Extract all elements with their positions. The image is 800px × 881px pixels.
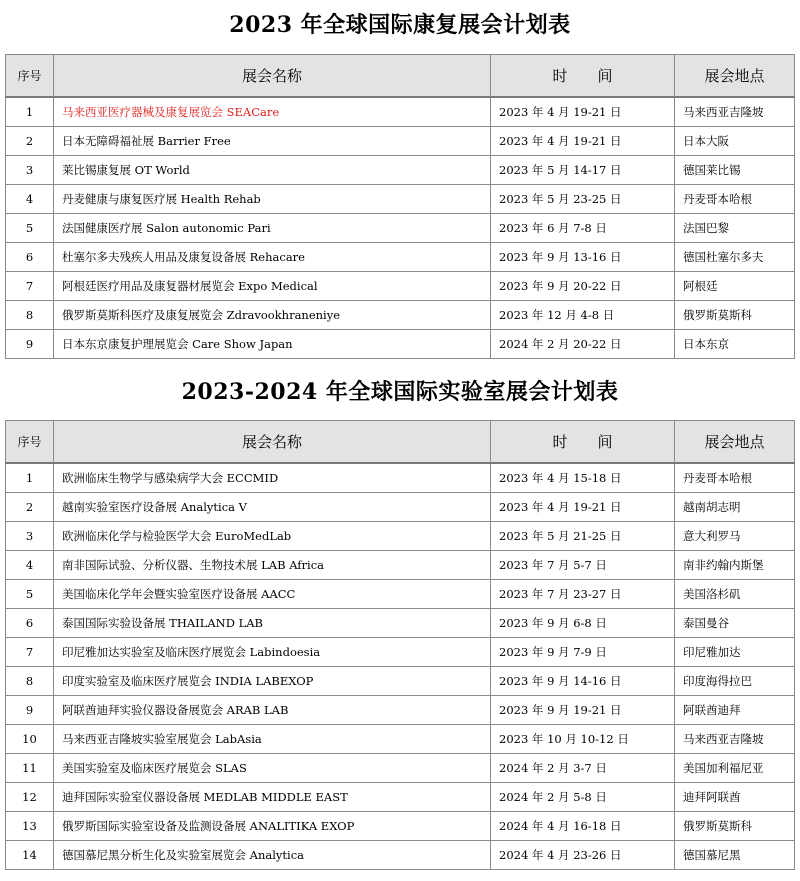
exhibition-name-cell: 南非国际试验、分析仪器、生物技术展 LAB Africa (54, 551, 491, 580)
location-cell: 迪拜阿联酋 (675, 783, 795, 812)
table-row (6, 580, 795, 609)
row-number-cell: 2 (6, 493, 54, 522)
location-cell: 美国洛杉矶 (675, 580, 795, 609)
lab-exhibition-table (5, 420, 795, 870)
location-cell: 印尼雅加达 (675, 638, 795, 667)
exhibition-name-cell: 俄罗斯国际实验室设备及监测设备展 ANALITIKA EXOP (54, 812, 491, 841)
exhibition-name-cell: 德国慕尼黑分析生化及实验室展览会 Analytica (54, 841, 491, 870)
table-row (6, 243, 795, 272)
table-row (6, 185, 795, 214)
table-row (6, 97, 795, 127)
table-row (6, 127, 795, 156)
row-number-cell: 2 (6, 127, 54, 156)
table-row (6, 638, 795, 667)
date-cell: 2023 年 9 月 7-9 日 (491, 638, 675, 667)
exhibition-name-cell: 日本东京康复护理展览会 Care Show Japan (54, 330, 491, 359)
date-cell: 2023 年 5 月 14-17 日 (491, 156, 675, 185)
column-header-name: 展会名称 (54, 55, 491, 98)
exhibition-name-cell: 越南实验室医疗设备展 Analytica V (54, 493, 491, 522)
row-number-cell: 1 (6, 463, 54, 493)
date-cell: 2023 年 5 月 23-25 日 (491, 185, 675, 214)
row-number-cell: 1 (6, 97, 54, 127)
row-number-cell: 3 (6, 522, 54, 551)
date-cell: 2023 年 9 月 6-8 日 (491, 609, 675, 638)
column-header-time: 时 间 (491, 55, 675, 98)
exhibition-name-cell: 莱比锡康复展 OT World (54, 156, 491, 185)
row-number-cell: 7 (6, 638, 54, 667)
table-row (6, 463, 795, 493)
exhibition-name-cell: 杜塞尔多夫残疾人用品及康复设备展 Rehacare (54, 243, 491, 272)
table-row (6, 272, 795, 301)
row-number-cell: 8 (6, 667, 54, 696)
exhibition-name-cell: 欧洲临床生物学与感染病学大会 ECCMID (54, 463, 491, 493)
row-number-cell: 4 (6, 185, 54, 214)
date-cell: 2023 年 9 月 14-16 日 (491, 667, 675, 696)
exhibition-name-cell: 欧洲临床化学与检验医学大会 EuroMedLab (54, 522, 491, 551)
rehab-table-title: 2023 年全球国际康复展会计划表 (229, 12, 571, 38)
date-cell: 2023 年 4 月 19-21 日 (491, 127, 675, 156)
date-cell: 2023 年 9 月 20-22 日 (491, 272, 675, 301)
table-row (6, 725, 795, 754)
row-number-cell: 6 (6, 609, 54, 638)
location-cell: 阿联酋迪拜 (675, 696, 795, 725)
date-cell: 2023 年 12 月 4-8 日 (491, 301, 675, 330)
date-cell: 2023 年 9 月 13-16 日 (491, 243, 675, 272)
row-number-cell: 4 (6, 551, 54, 580)
exhibition-name-cell: 美国临床化学年会暨实验室医疗设备展 AACC (54, 580, 491, 609)
date-cell: 2024 年 4 月 23-26 日 (491, 841, 675, 870)
location-cell: 马来西亚吉隆坡 (675, 97, 795, 127)
table-row (6, 551, 795, 580)
location-cell: 丹麦哥本哈根 (675, 463, 795, 493)
location-cell: 美国加利福尼亚 (675, 754, 795, 783)
exhibition-name-cell: 阿根廷医疗用品及康复器材展览会 Expo Medical (54, 272, 491, 301)
exhibition-name-cell: 法国健康医疗展 Salon autonomic Pari (54, 214, 491, 243)
exhibition-name-cell: 日本无障碍福祉展 Barrier Free (54, 127, 491, 156)
date-cell: 2023 年 4 月 19-21 日 (491, 493, 675, 522)
row-number-cell: 6 (6, 243, 54, 272)
exhibition-name-cell: 马来西亚吉隆坡实验室展览会 LabAsia (54, 725, 491, 754)
table-header-row (6, 55, 795, 98)
location-cell: 阿根廷 (675, 272, 795, 301)
table-row (6, 812, 795, 841)
row-number-cell: 9 (6, 696, 54, 725)
location-cell: 丹麦哥本哈根 (675, 185, 795, 214)
date-cell: 2024 年 2 月 5-8 日 (491, 783, 675, 812)
row-number-cell: 3 (6, 156, 54, 185)
table-row (6, 156, 795, 185)
exhibition-name-cell: 阿联酋迪拜实验仪器设备展览会 ARAB LAB (54, 696, 491, 725)
location-cell: 德国慕尼黑 (675, 841, 795, 870)
table-header-row (6, 421, 795, 464)
date-cell: 2024 年 4 月 16-18 日 (491, 812, 675, 841)
column-header-no: 序号 (6, 55, 54, 98)
table-row (6, 783, 795, 812)
row-number-cell: 12 (6, 783, 54, 812)
location-cell: 日本东京 (675, 330, 795, 359)
row-number-cell: 9 (6, 330, 54, 359)
table-row (6, 522, 795, 551)
date-cell: 2023 年 5 月 21-25 日 (491, 522, 675, 551)
row-number-cell: 11 (6, 754, 54, 783)
location-cell: 马来西亚吉隆坡 (675, 725, 795, 754)
location-cell: 俄罗斯莫斯科 (675, 812, 795, 841)
table-row (6, 841, 795, 870)
exhibition-name-cell: 泰国国际实验设备展 THAILAND LAB (54, 609, 491, 638)
row-number-cell: 5 (6, 214, 54, 243)
lab-table-title: 2023-2024 年全球国际实验室展会计划表 (181, 379, 619, 405)
exhibition-name-cell: 丹麦健康与康复医疗展 Health Rehab (54, 185, 491, 214)
row-number-cell: 10 (6, 725, 54, 754)
location-cell: 俄罗斯莫斯科 (675, 301, 795, 330)
exhibition-name-cell: 印度实验室及临床医疗展览会 INDIA LABEXOP (54, 667, 491, 696)
rehab-exhibition-table (5, 54, 795, 359)
location-cell: 泰国曼谷 (675, 609, 795, 638)
exhibition-name-cell: 俄罗斯莫斯科医疗及康复展览会 Zdravookhraneniye (54, 301, 491, 330)
table-row (6, 609, 795, 638)
exhibition-name-cell: 马来西亚医疗器械及康复展览会 SEACare (54, 97, 491, 127)
date-cell: 2023 年 4 月 15-18 日 (491, 463, 675, 493)
date-cell: 2024 年 2 月 20-22 日 (491, 330, 675, 359)
column-header-time: 时 间 (491, 421, 675, 464)
column-header-location: 展会地点 (675, 421, 795, 464)
row-number-cell: 14 (6, 841, 54, 870)
table-row (6, 214, 795, 243)
column-header-location: 展会地点 (675, 55, 795, 98)
date-cell: 2023 年 9 月 19-21 日 (491, 696, 675, 725)
row-number-cell: 8 (6, 301, 54, 330)
row-number-cell: 5 (6, 580, 54, 609)
location-cell: 南非约翰内斯堡 (675, 551, 795, 580)
location-cell: 法国巴黎 (675, 214, 795, 243)
date-cell: 2023 年 7 月 23-27 日 (491, 580, 675, 609)
table-row (6, 493, 795, 522)
table-row (6, 754, 795, 783)
location-cell: 越南胡志明 (675, 493, 795, 522)
date-cell: 2023 年 4 月 19-21 日 (491, 97, 675, 127)
date-cell: 2023 年 7 月 5-7 日 (491, 551, 675, 580)
location-cell: 印度海得拉巴 (675, 667, 795, 696)
row-number-cell: 13 (6, 812, 54, 841)
date-cell: 2023 年 10 月 10-12 日 (491, 725, 675, 754)
table-row (6, 301, 795, 330)
table-row (6, 330, 795, 359)
table-row (6, 696, 795, 725)
row-number-cell: 7 (6, 272, 54, 301)
location-cell: 德国杜塞尔多夫 (675, 243, 795, 272)
column-header-no: 序号 (6, 421, 54, 464)
location-cell: 意大利罗马 (675, 522, 795, 551)
column-header-name: 展会名称 (54, 421, 491, 464)
exhibition-name-cell: 迪拜国际实验室仪器设备展 MEDLAB MIDDLE EAST (54, 783, 491, 812)
exhibition-name-cell: 印尼雅加达实验室及临床医疗展览会 Labindoesia (54, 638, 491, 667)
location-cell: 德国莱比锡 (675, 156, 795, 185)
location-cell: 日本大阪 (675, 127, 795, 156)
table-row (6, 667, 795, 696)
date-cell: 2024 年 2 月 3-7 日 (491, 754, 675, 783)
exhibition-name-cell: 美国实验室及临床医疗展览会 SLAS (54, 754, 491, 783)
date-cell: 2023 年 6 月 7-8 日 (491, 214, 675, 243)
